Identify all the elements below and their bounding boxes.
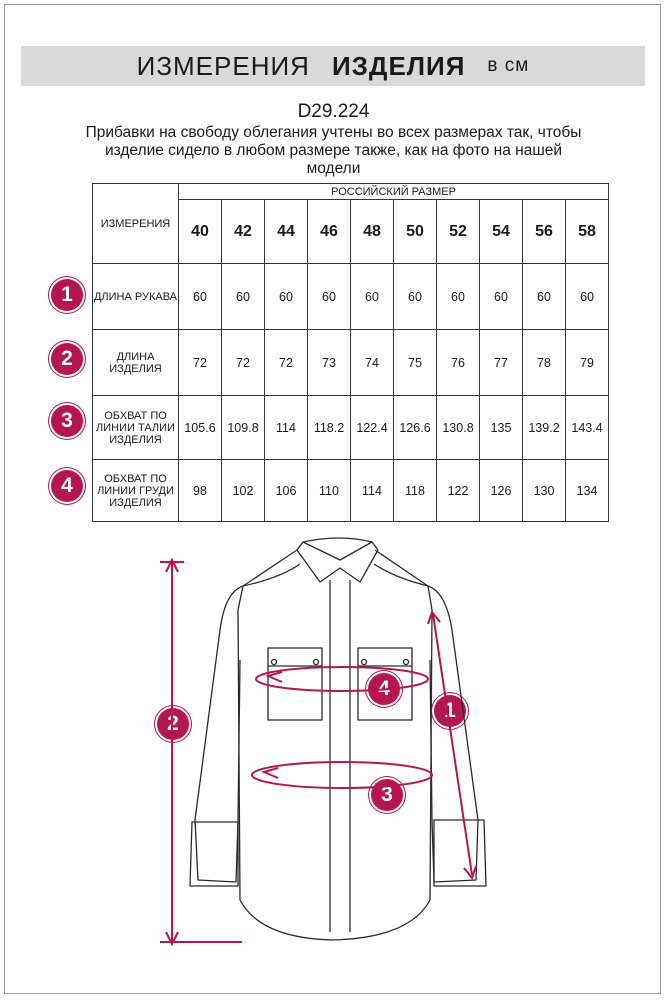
size-header-56: 56 — [523, 200, 566, 264]
table-cell: 73 — [308, 330, 351, 396]
table-cell: 134 — [566, 460, 609, 522]
table-cell: 60 — [308, 264, 351, 330]
table-cell: 79 — [566, 330, 609, 396]
table-cell: 72 — [179, 330, 222, 396]
table-cell: 60 — [265, 264, 308, 330]
row-label: ДЛИНА ИЗДЕЛИЯ — [93, 330, 179, 396]
table-row — [93, 396, 609, 460]
table-cell: 77 — [480, 330, 523, 396]
size-header-44: 44 — [265, 200, 308, 264]
table-cell: 143.4 — [566, 396, 609, 460]
product-code: D29.224 — [297, 101, 370, 122]
row-label: ОБХВАТ ПО ЛИНИИ ГРУДИ ИЗДЕЛИЯ — [93, 460, 179, 522]
table-cell: 60 — [394, 264, 437, 330]
table-cell: 130.8 — [437, 396, 480, 460]
shirt-pocket-right — [358, 648, 412, 720]
table-cell: 60 — [437, 264, 480, 330]
table-cell: 60 — [566, 264, 609, 330]
table-cell: 114 — [351, 460, 394, 522]
diagram-marker-2: 2 — [157, 708, 189, 740]
table-cell: 135 — [480, 396, 523, 460]
shirt-diagram — [0, 520, 667, 990]
table-cell: 74 — [351, 330, 394, 396]
table-cell: 114 — [265, 396, 308, 460]
table-cell: 75 — [394, 330, 437, 396]
waist-ellipse — [252, 762, 432, 788]
table-cell: 98 — [179, 460, 222, 522]
table-cell: 60 — [523, 264, 566, 330]
table-row — [93, 330, 609, 396]
table-cell: 139.2 — [523, 396, 566, 460]
table-cell: 122 — [437, 460, 480, 522]
diagram-marker-3: 3 — [371, 779, 403, 811]
size-table — [92, 183, 609, 522]
fit-note: Прибавки на свободу облегания учтены во всех размерах так, чтобы изделие сидело в любом размере также, как на фото на нашей модели — [85, 124, 582, 177]
size-header-40: 40 — [179, 200, 222, 264]
table-row — [93, 264, 609, 330]
row-marker-2: 2 — [51, 343, 83, 375]
table-cell: 102 — [222, 460, 265, 522]
table-cell: 72 — [222, 330, 265, 396]
table-cell: 105.6 — [179, 396, 222, 460]
size-header-46: 46 — [308, 200, 351, 264]
diagram-marker-4: 4 — [368, 673, 400, 705]
title-part-3: в см — [487, 55, 530, 76]
shirt-collar — [297, 538, 378, 582]
size-group-header: РОССИЙСКИЙ РАЗМЕР — [179, 184, 609, 200]
table-cell: 72 — [265, 330, 308, 396]
size-header-50: 50 — [394, 200, 437, 264]
shirt-body-outline — [238, 550, 432, 940]
table-cell: 126.6 — [394, 396, 437, 460]
measure-header: ИЗМЕРЕНИЯ — [93, 184, 179, 264]
length-line — [160, 562, 242, 942]
size-header-58: 58 — [566, 200, 609, 264]
title-part-1: ИЗМЕРЕНИЯ — [136, 50, 310, 81]
table-row — [93, 460, 609, 522]
shirt-sleeve-left — [195, 586, 243, 882]
table-cell: 130 — [523, 460, 566, 522]
row-label: ОБХВАТ ПО ЛИНИИ ТАЛИИ ИЗДЕЛИЯ — [93, 396, 179, 460]
table-cell: 78 — [523, 330, 566, 396]
table-cell: 118.2 — [308, 396, 351, 460]
table-cell: 110 — [308, 460, 351, 522]
table-cell: 118 — [394, 460, 437, 522]
shirt-pocket-left — [268, 648, 322, 720]
table-cell: 126 — [480, 460, 523, 522]
row-marker-1: 1 — [51, 279, 83, 311]
title-part-2: ИЗДЕЛИЯ — [331, 50, 466, 81]
chest-ellipse — [256, 667, 428, 691]
title-bar — [21, 46, 645, 86]
diagram-marker-1: 1 — [434, 695, 466, 727]
shirt-placket — [330, 580, 350, 932]
row-marker-3: 3 — [51, 405, 83, 437]
size-header-54: 54 — [480, 200, 523, 264]
table-cell: 60 — [351, 264, 394, 330]
size-header-42: 42 — [222, 200, 265, 264]
table-cell: 60 — [179, 264, 222, 330]
size-header-52: 52 — [437, 200, 480, 264]
page-title — [21, 46, 645, 86]
table-cell: 106 — [265, 460, 308, 522]
table-cell: 122.4 — [351, 396, 394, 460]
size-header-48: 48 — [351, 200, 394, 264]
row-label: ДЛИНА РУКАВА — [93, 264, 179, 330]
sleeve-line — [433, 614, 472, 875]
row-marker-4: 4 — [51, 470, 83, 502]
table-cell: 60 — [222, 264, 265, 330]
table-cell: 60 — [480, 264, 523, 330]
table-cell: 109.8 — [222, 396, 265, 460]
table-cell: 76 — [437, 330, 480, 396]
